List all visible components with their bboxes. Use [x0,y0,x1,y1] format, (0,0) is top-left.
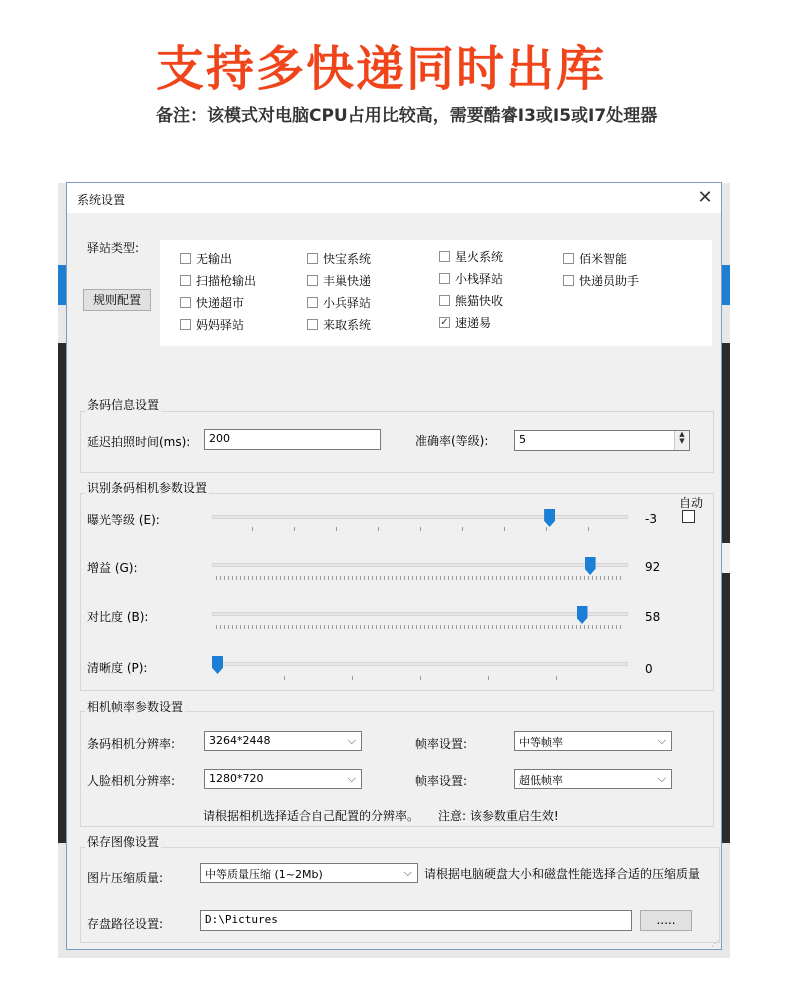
rule-config-button[interactable]: 规则配置 [83,289,151,311]
checkbox[interactable] [180,319,191,330]
auto-label: 自动 [679,496,704,510]
exposure-slider[interactable] [212,509,628,533]
station-option-label: 扫描枪输出 [196,274,257,288]
slider-tick [336,527,337,531]
resize-grip-icon[interactable]: ⋰ [711,939,719,948]
face-resolution-select[interactable] [204,769,362,789]
checkbox[interactable] [307,319,318,330]
framerate-settings-title: 相机帧率参数设置 [87,700,184,714]
slider-tick [556,676,557,680]
checkbox[interactable] [180,253,191,264]
station-option-label: 速递易 [455,316,492,330]
checkbox[interactable] [307,275,318,286]
station-option-label: 无输出 [196,252,233,266]
chevron-down-icon: ⌵ [347,734,356,747]
checkbox[interactable] [439,251,450,262]
barcode-resolution-value: 3264*2448 [209,734,271,747]
fps-label-1: 帧率设置: [415,737,468,751]
gain-label: 增益 (G): [87,561,138,575]
fps-value-2: 超低帧率 [519,774,563,787]
station-option-label: 快递超市 [196,296,245,310]
quality-hint: 请根据电脑硬盘大小和磁盘性能选择合适的压缩质量 [424,867,701,881]
contrast-label: 对比度 (B): [87,610,149,624]
checkbox[interactable] [307,253,318,264]
station-options-panel [160,240,712,346]
promo-note: 备注：该模式对电脑CPU占用比较高，需要酷睿I3或I5或I7处理器 [156,106,658,126]
quality-value: 中等质量压缩 (1~2Mb) [205,868,323,881]
quality-label: 图片压缩质量: [87,871,164,885]
sharpness-slider[interactable] [212,656,628,680]
station-option-label: 丰巢快递 [323,274,372,288]
close-icon[interactable]: ✕ [697,187,713,208]
path-label: 存盘路径设置: [87,917,164,931]
spin-buttons[interactable] [674,431,689,450]
chevron-down-icon: ⌵ [657,772,666,785]
delay-input[interactable]: 200 [204,429,381,450]
slider-tick [294,527,295,531]
dialog-titlebar [67,183,721,213]
slider-track [212,612,628,616]
slider-tick [462,527,463,531]
face-resolution-label: 人脸相机分辨率: [87,774,176,788]
browse-button[interactable]: ..... [640,910,692,931]
spin-down-icon[interactable]: ▼ [679,437,685,445]
path-input[interactable]: D:\Pictures [200,910,632,931]
slider-tick [420,676,421,680]
station-type-label: 驿站类型: [87,241,140,255]
barcode-resolution-select[interactable] [204,731,362,751]
restart-notice: 注意: 该参数重启生效! [438,809,559,823]
dialog-title: 系统设置 [77,193,126,207]
station-option-label: 妈妈驿站 [196,318,245,332]
slider-track [212,563,628,567]
face-resolution-value: 1280*720 [209,772,264,785]
slider-thumb[interactable] [212,656,223,674]
save-settings-title: 保存图像设置 [87,835,160,849]
quality-select[interactable] [200,863,418,883]
fps-label-2: 帧率设置: [415,774,468,788]
accuracy-label: 准确率(等级): [415,434,489,448]
fps-value-1: 中等帧率 [519,736,563,749]
station-option[interactable] [307,250,371,267]
chevron-down-icon: ⌵ [657,734,666,747]
station-option[interactable] [180,250,232,267]
slider-tick [252,527,253,531]
station-option-label: 熊猫快收 [455,294,504,308]
station-option-label: 来取系统 [323,318,372,332]
slider-thumb[interactable] [585,557,596,575]
slider-tick [488,676,489,680]
accuracy-value: 5 [519,433,526,446]
station-option[interactable] [439,270,503,287]
resolution-hint: 请根据相机选择适合自己配置的分辨率。 [203,809,420,823]
station-option-label: 佰米智能 [579,252,628,266]
checkbox-checked[interactable]: ✓ [440,317,449,328]
station-option[interactable] [307,316,371,333]
barcode-resolution-label: 条码相机分辨率: [87,737,176,751]
station-option-label: 小栈驿站 [455,272,504,286]
exposure-value: -3 [645,512,657,526]
slider-thumb[interactable] [544,509,555,527]
fps-select-2[interactable] [514,769,672,789]
chevron-down-icon: ⌵ [347,772,356,785]
slider-tick [588,527,589,531]
station-option[interactable] [563,272,639,289]
system-settings-dialog [66,182,722,950]
slider-track [212,662,628,666]
sharpness-label: 清晰度 (P): [87,661,148,675]
station-option[interactable] [439,292,503,309]
accuracy-stepper[interactable] [514,430,690,451]
station-option-label: 快递员助手 [579,274,640,288]
slider-tick [378,527,379,531]
spin-up-icon[interactable]: ▲ [679,430,685,438]
camera-settings-title: 识别条码相机参数设置 [87,481,208,495]
station-option-label: 星火系统 [455,250,504,264]
slider-tick [284,676,285,680]
slider-thumb[interactable] [577,606,588,624]
checkbox[interactable] [180,275,191,286]
chevron-down-icon: ⌵ [403,866,412,879]
checkbox[interactable] [439,273,450,284]
slider-tick [504,527,505,531]
station-option[interactable] [180,316,244,333]
station-option[interactable] [180,272,256,289]
slider-tick [352,676,353,680]
station-option[interactable] [307,272,371,289]
checkbox[interactable] [180,297,191,308]
checkbox[interactable] [563,253,574,264]
checkbox[interactable] [563,275,574,286]
contrast-slider[interactable] [212,606,628,630]
slider-tick [420,527,421,531]
slider-tick [546,527,547,531]
background-tab-left [58,265,66,305]
station-option[interactable] [180,294,244,311]
barcode-settings-title: 条码信息设置 [87,398,160,412]
gain-slider[interactable] [212,557,628,581]
gain-value: 92 [645,560,661,574]
station-option[interactable] [439,248,503,265]
slider-track [212,515,628,519]
station-option[interactable] [439,314,491,331]
station-option-label: 小兵驿站 [323,296,372,310]
checkbox[interactable] [439,295,450,306]
auto-checkbox[interactable] [682,510,695,523]
station-option-label: 快宝系统 [323,252,372,266]
contrast-value: 58 [645,610,661,624]
station-option[interactable] [307,294,371,311]
slider-ticks [216,625,624,629]
delay-label: 延迟拍照时间(ms): [87,435,191,449]
fps-select-1[interactable] [514,731,672,751]
promo-title: 支持多快递同时出库 [156,41,607,97]
exposure-label: 曝光等级 (E): [87,513,160,527]
station-option[interactable] [563,250,627,267]
slider-ticks [216,576,624,580]
sharpness-value: 0 [645,662,653,676]
checkbox[interactable] [307,297,318,308]
